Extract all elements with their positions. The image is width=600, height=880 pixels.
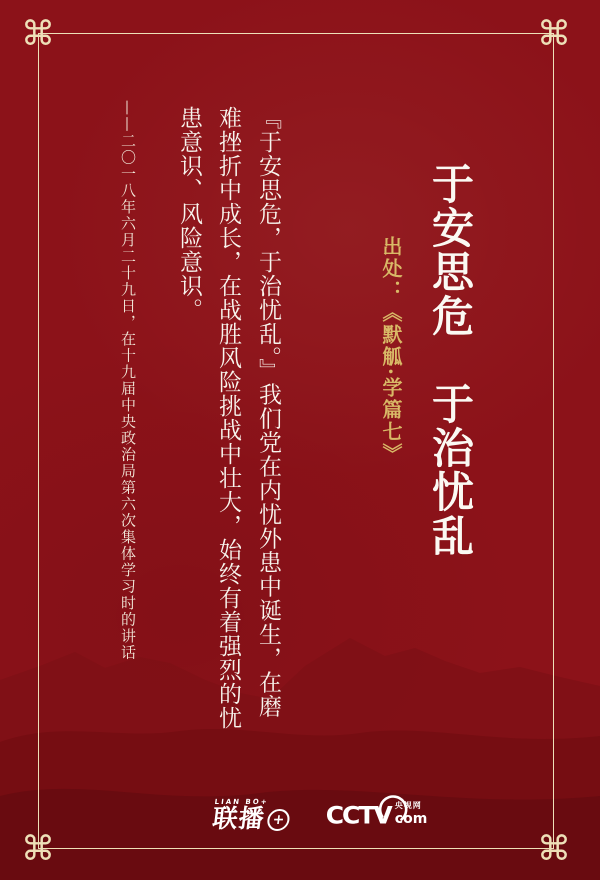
poster-title: 于安思危 于治忧乱 (426, 162, 475, 558)
lianbo-name-row (211, 806, 291, 832)
cctv-logo (326, 803, 428, 828)
corner-knot-icon: ⌘ (21, 829, 55, 869)
source-caption: 出处：《默觚·学篇七》 (379, 236, 403, 465)
quote-column: 难挫折中成长，在战胜风险挑战中壮大，始终有着强烈的忧 (215, 106, 241, 730)
lianbo-tagline: LIAN BO+ (213, 798, 269, 806)
footer-logos (20, 798, 600, 833)
cctv-letters: CCTV (325, 801, 391, 830)
lianbo-plus-logo (211, 798, 292, 833)
corner-knot-icon: ⌘ (537, 829, 571, 869)
corner-knot-icon: ⌘ (537, 14, 571, 54)
lianbo-plus-circle-icon: + (266, 809, 291, 831)
quote-column: 患意识、风险意识。 (176, 106, 202, 322)
lianbo-name: 联播 (210, 804, 267, 834)
attribution: ——二〇一八年六月二十九日，在十九届中央政治局第六次集体学习时的讲话 (119, 100, 137, 661)
quote-column: 『于安思危，于治忧乱。』我们党在内忧外患中诞生，在磨 (255, 106, 281, 719)
cctv-stack (395, 801, 428, 825)
corner-knot-icon: ⌘ (21, 14, 55, 54)
cctv-domain: com (394, 810, 428, 827)
cctv-site-name: 央视网 (394, 801, 422, 811)
